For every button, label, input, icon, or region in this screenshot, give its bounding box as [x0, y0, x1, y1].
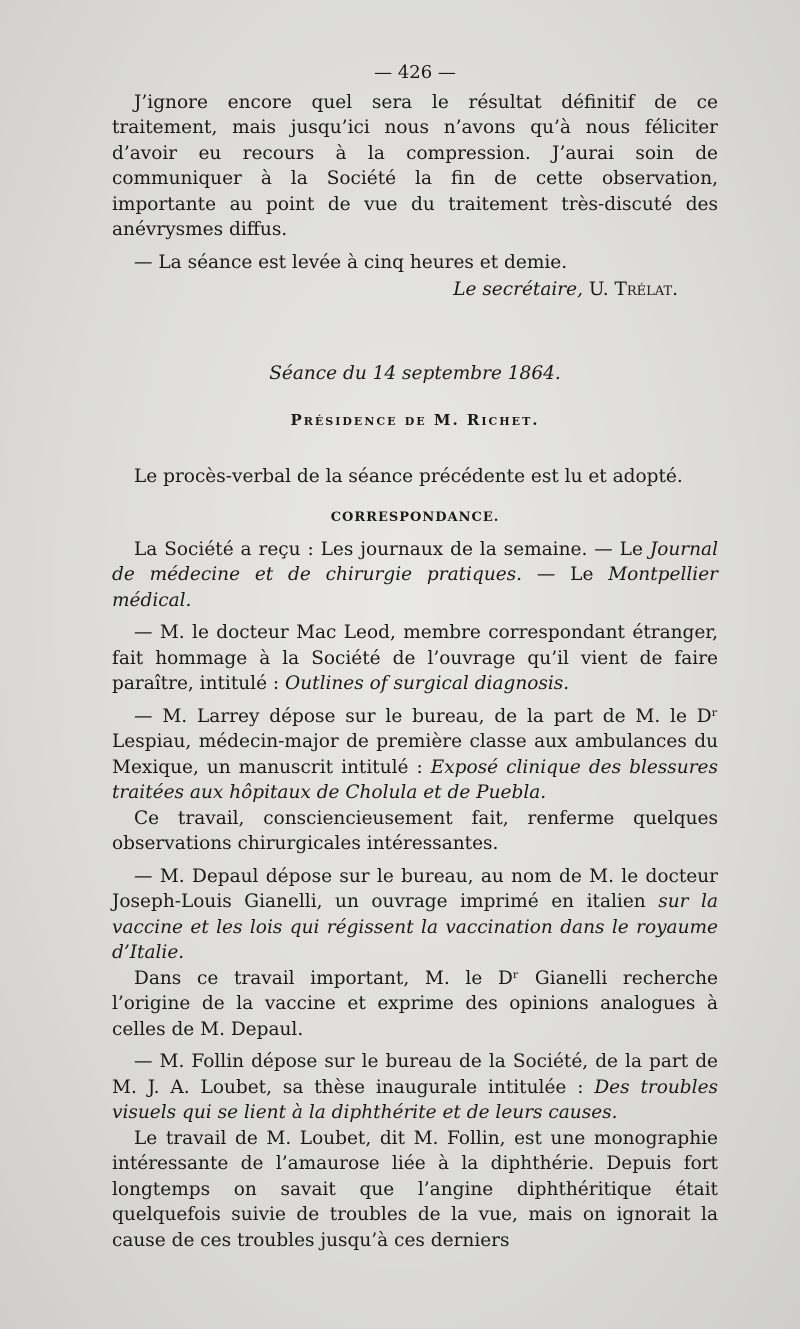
item-larrey-title: Exposé clinique des blessures traitées aux hôpitaux de Cholula et de Puebla. [112, 756, 719, 803]
signature-name: U. Trélat. [588, 279, 678, 300]
item-journaux-title-2: Montpellier médical. [112, 564, 718, 611]
item-journaux-title-1: Journal de médecine et de chirurgie pratiques. [112, 538, 718, 585]
paragraph-treatment: J’ignore encore quel sera le résultat définitif de ce traitement, mais jusqu’ici nous n’avons qu’à nous féliciter d’avoir eu recours à la compression. J’aurai soin de communiquer à la Société la fin de cette observation, importante au point de vue du traitement très-discuté des anévrysmes diffus. [112, 91, 718, 240]
correspondance-heading: CORRESPONDANCE. [330, 510, 500, 525]
item-depaul-text: — M. Depaul dépose sur le bureau, au nom de M. le docteur Joseph-Louis Gianelli, un ouvrage imprimé en italien [112, 865, 718, 912]
item-follin-title: Des troubles visuels qui se lient à la diphthérite et de leurs causes. [112, 1076, 719, 1123]
item-depaul-title: sur la vaccine et les lois qui régissent la vaccination dans le royaume d’Italie. [112, 891, 718, 963]
item-mac-leod-text: — M. le docteur Mac Leod, membre correspondant étranger, fait hommage à la Société de l’ouvrage qu’il vient de faire paraître, intitulé : [112, 622, 718, 694]
text-column [112, 60, 718, 1253]
item-larrey [112, 704, 718, 806]
paragraph-seance-levee: — La séance est levée à cinq heures et demie. [134, 251, 568, 273]
item-journaux-text: La Société a reçu : Les journaux de la semaine. — Le [134, 538, 650, 560]
item-larrey-comment: Ce travail, consciencieusement fait, renferme quelques observations chirurgicales intéressantes. [112, 807, 718, 854]
item-mac-leod-title: Outlines of surgical diagnosis. [285, 673, 570, 694]
item-journaux [112, 537, 718, 614]
page-number: — 426 — [374, 62, 456, 83]
session-title: Séance du 14 septembre 1864. [269, 362, 561, 384]
item-follin-text: — M. Follin dépose sur le bureau de la Société, de la part de M. J. A. Loubet, sa thèse inaugurale intitulée : [112, 1051, 718, 1098]
secretary-signature [112, 277, 678, 303]
paragraph-proces-verbal: Le procès-verbal de la séance précédente est lu et adopté. [134, 465, 683, 487]
item-larrey-text: — M. Larrey dépose sur le bureau, de la part de M. le Dʳ Lespiau, médecin-major de première classe aux ambulances du Mexique, un manuscrit intitulé : [112, 705, 718, 778]
item-depaul-comment: Dans ce travail important, M. le Dʳ Gianelli recherche l’origine de la vaccine et exprime des opinions analogues à celles de M. Depaul. [112, 967, 718, 1040]
item-follin-comment: Le travail de M. Loubet, dit M. Follin, est une monographie intéressante de l’amaurose liée à la diphthérie. Depuis fort longtemps on savait que l’angine diphthéritique était quelquefois suivie de troubles de la vue, mais on ignorait la cause de ces troubles jusqu’à ces derniers [112, 1127, 718, 1251]
item-mac-leod [112, 620, 718, 697]
presidence-heading: Présidence de M. Richet. [290, 411, 540, 429]
item-follin [112, 1049, 718, 1126]
item-depaul [112, 864, 718, 966]
item-journaux-sep: — Le [522, 564, 609, 585]
signature-title: Le secrétaire, [453, 279, 583, 300]
